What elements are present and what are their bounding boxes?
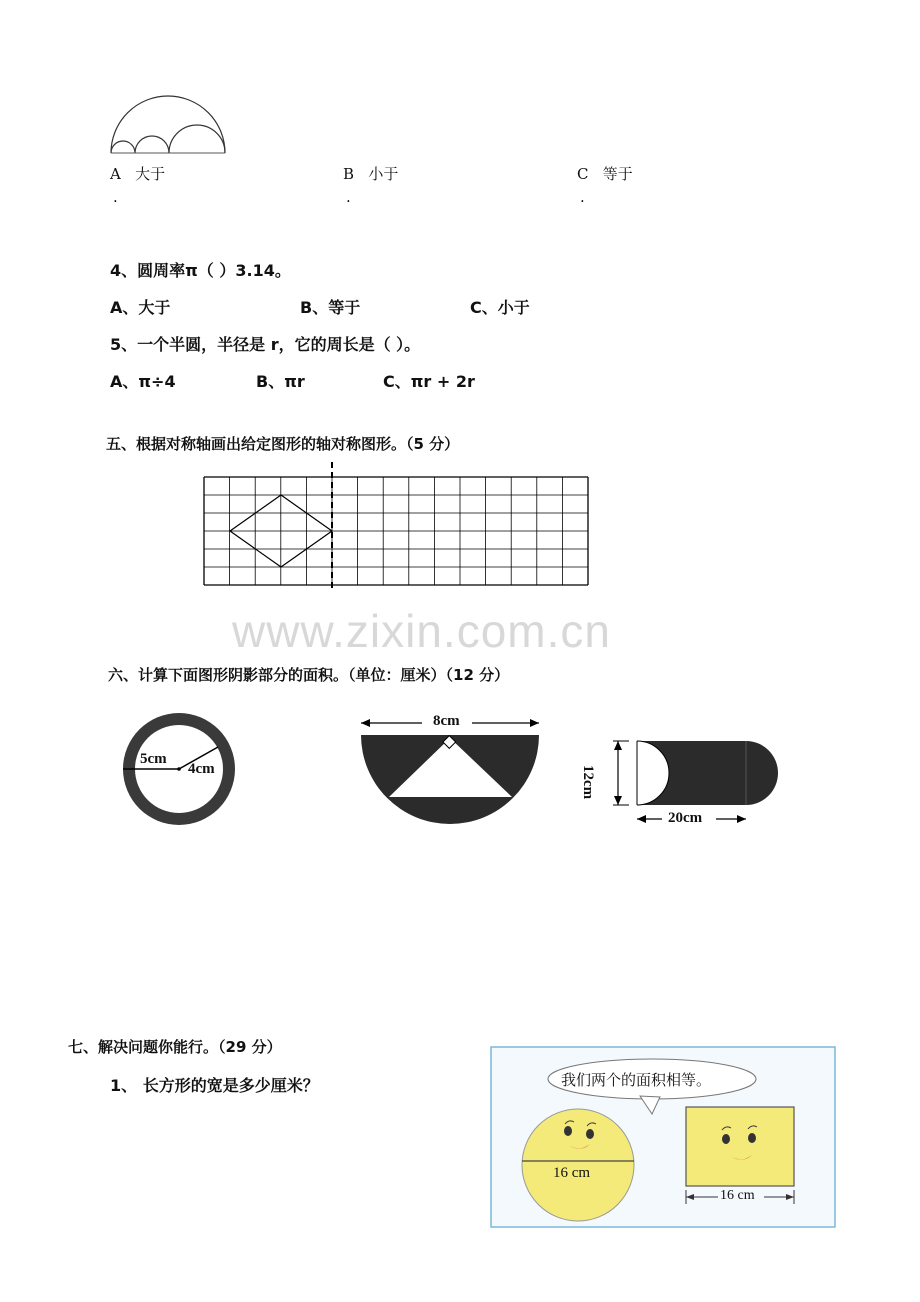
section5-title: 五、根据对称轴画出给定图形的轴对称图形。（5 分） bbox=[106, 435, 460, 453]
q5-option-c: C、πr + 2r bbox=[383, 372, 475, 391]
capsule-height-label: 12cm bbox=[580, 765, 596, 800]
q3-option-b-dot: . bbox=[346, 188, 351, 206]
q3-option-c: C 等于 bbox=[577, 165, 633, 183]
q3-option-a-dot: . bbox=[113, 188, 118, 206]
ring-outer-label: 5cm bbox=[140, 751, 167, 767]
q3-option-c-dot: . bbox=[580, 188, 585, 206]
section7-q1: 1、 长方形的宽是多少厘米？ bbox=[110, 1076, 319, 1095]
q4-option-c: C、小于 bbox=[470, 298, 530, 317]
ring-inner-label: 4cm bbox=[188, 761, 215, 777]
q5-option-b: B、πr bbox=[256, 372, 305, 391]
capsule-width-label: 20cm bbox=[668, 810, 703, 826]
q4-option-a: A、大于 bbox=[110, 298, 171, 317]
q4-option-b: B、等于 bbox=[300, 298, 361, 317]
q5-option-a: A、π÷4 bbox=[110, 372, 176, 391]
q3-option-b: B 小于 bbox=[343, 165, 399, 183]
watermark: www.zixin.com.cn bbox=[232, 605, 611, 657]
semicircle-width-label: 8cm bbox=[433, 713, 460, 729]
q5-question: 5、一个半圆，半径是 r，它的周长是（ ）。 bbox=[110, 335, 421, 354]
section7-title: 七、解决问题你能行。（29 分） bbox=[68, 1038, 282, 1056]
q4-question: 4、圆周率π（ ）3.14。 bbox=[110, 261, 291, 280]
section6-title: 六、计算下面图形阴影部分的面积。（单位：厘米）（12 分） bbox=[108, 666, 510, 684]
q3-option-a: A 大于 bbox=[110, 165, 166, 183]
rect-width-label: 16 cm bbox=[720, 1188, 755, 1203]
speech-bubble-text: 我们两个的面积相等。 bbox=[561, 1071, 712, 1089]
circle-diameter-label: 16 cm bbox=[553, 1165, 591, 1181]
